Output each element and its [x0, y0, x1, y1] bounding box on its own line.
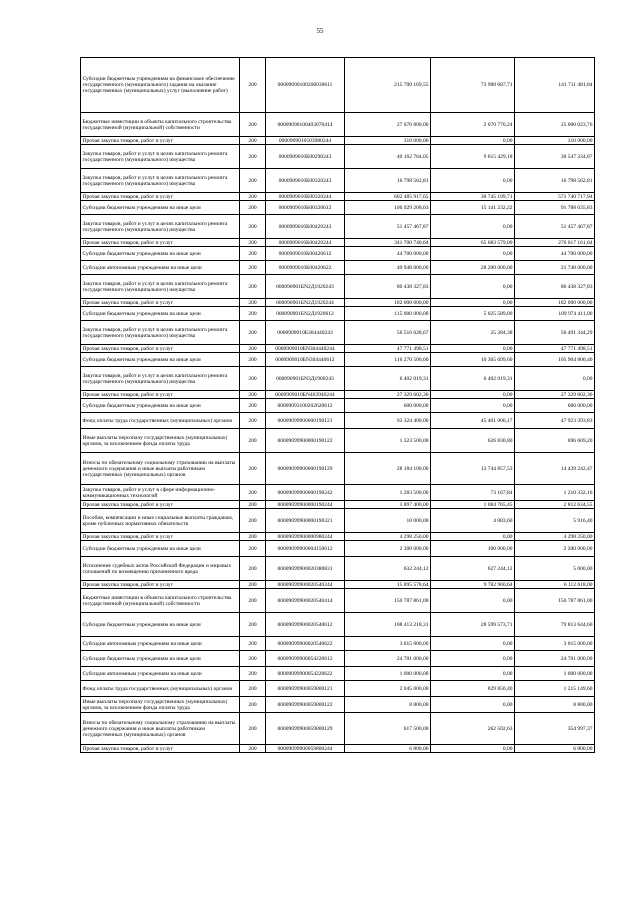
cell-remaining: 4 298 250,00 [515, 533, 595, 541]
cell-code: 0000909010Б304440243 [266, 321, 345, 345]
cell-remaining: 6 800,00 [515, 745, 595, 753]
cell-remaining: 354 997,37 [515, 713, 595, 745]
cell-name: Прочая закупка товаров, работ и услуг [81, 345, 240, 353]
cell-executed: 28 599 573,71 [431, 613, 515, 637]
cell-executed: 0,00 [431, 247, 515, 261]
table-row [81, 275, 595, 299]
cell-kvr: 200 [240, 453, 266, 485]
cell-executed: 627 244,12 [431, 557, 515, 581]
cell-code: 00009099900020540414 [266, 589, 345, 613]
cell-remaining: 310 000,00 [515, 137, 595, 145]
cell-code: 0000909010Б00320243 [266, 169, 345, 193]
cell-remaining: 141 711 481,84 [515, 58, 595, 113]
cell-remaining: 3 015 000,00 [515, 637, 595, 651]
cell-planned: 600 000,00 [345, 399, 431, 413]
cell-remaining: 21 748 000,00 [515, 261, 595, 275]
cell-remaining: 0,00 [515, 367, 595, 391]
cell-kvr: 200 [240, 137, 266, 145]
cell-remaining: 696 669,20 [515, 429, 595, 453]
cell-planned: 27 670 800,00 [345, 113, 431, 137]
cell-executed: 10 365 699,60 [431, 353, 515, 367]
cell-planned: 4 298 250,00 [345, 533, 431, 541]
cell-name: Субсидии бюджетным учреждениям на иные цели [81, 201, 240, 215]
cell-executed: 262 502,63 [431, 713, 515, 745]
cell-code: 0000909010БN403940244 [266, 391, 345, 399]
table-row [81, 399, 595, 413]
cell-executed: 9 615 429,18 [431, 145, 515, 169]
table-row [81, 321, 595, 345]
cell-code: 00009099900020540622 [266, 637, 345, 651]
cell-planned: 1 000 000,00 [345, 667, 431, 681]
cell-remaining: 47 771 498,51 [515, 345, 595, 353]
cell-code: 00009099900059800129 [266, 713, 345, 745]
cell-name: Взносы по обязательному социальному страхованию на выплаты денежного содержания и иные выплаты работникам государственных (муниципальных) органов [81, 453, 240, 485]
cell-name: Субсидии бюджетным учреждениям на финансовое обеспечение государственного (муниципального) задания на оказание государственных (муниципальных) услуг (выполнение работ) [81, 58, 240, 113]
cell-code: 00009099900000190122 [266, 429, 345, 453]
cell-executed: 6 402 019,31 [431, 367, 515, 391]
cell-name: Закупка товаров, работ и услуг в целях капитального ремонта государственного (муниципального) имущества [81, 215, 240, 239]
cell-executed: 0,00 [431, 533, 515, 541]
cell-executed: 626 830,80 [431, 429, 515, 453]
cell-code: 00009099900054220622 [266, 667, 345, 681]
cell-kvr: 200 [240, 321, 266, 345]
cell-name: Закупка товаров, работ и услуг в сфере информационно-коммуникационных технологий [81, 485, 240, 501]
cell-remaining: 150 787 861,00 [515, 589, 595, 613]
table-row [81, 193, 595, 201]
cell-planned: 310 000,00 [345, 137, 431, 145]
cell-planned: 10 000,00 [345, 509, 431, 533]
cell-remaining: 6 112 618,00 [515, 581, 595, 589]
cell-kvr: 200 [240, 391, 266, 399]
table-row [81, 589, 595, 613]
cell-name: Бюджетные инвестиции в объекты капитального строительства государственной (муниципальной) собственности [81, 113, 240, 137]
cell-kvr: 200 [240, 367, 266, 391]
cell-name: Взносы по обязательному социальному страхованию на выплаты денежного содержания и иные выплаты работникам государственных (муниципальных) органов [81, 713, 240, 745]
page-number: 55 [316, 27, 324, 35]
cell-kvr: 200 [240, 637, 266, 651]
cell-remaining: 24 701 000,00 [515, 651, 595, 667]
table-row [81, 533, 595, 541]
cell-kvr: 200 [240, 145, 266, 169]
table-row [81, 239, 595, 247]
cell-code: 00009099900059800121 [266, 681, 345, 697]
table-row [81, 58, 595, 113]
cell-kvr: 200 [240, 239, 266, 247]
cell-kvr: 200 [240, 215, 266, 239]
cell-planned: 1 323 500,00 [345, 429, 431, 453]
cell-remaining: 276 017 161,64 [515, 239, 595, 247]
table-row [81, 201, 595, 215]
cell-remaining: 182 000 000,00 [515, 299, 595, 307]
cell-executed: 5 025 589,00 [431, 307, 515, 321]
table-row [81, 429, 595, 453]
table-row [81, 557, 595, 581]
cell-kvr: 200 [240, 581, 266, 589]
cell-code: 0000909010БN304440612 [266, 353, 345, 367]
cell-executed: 4 083,60 [431, 509, 515, 533]
cell-remaining: 1 000 000,00 [515, 667, 595, 681]
table-body [81, 58, 595, 753]
table-row [81, 169, 595, 193]
table-row [81, 413, 595, 429]
cell-kvr: 200 [240, 58, 266, 113]
table-row [81, 651, 595, 667]
cell-executed: 0,00 [431, 169, 515, 193]
cell-kvr: 200 [240, 413, 266, 429]
cell-kvr: 200 [240, 509, 266, 533]
cell-name: Закупка товаров, работ и услуг в целях капитального ремонта государственного (муниципального) имущества [81, 275, 240, 299]
cell-planned: 56 516 628,67 [345, 321, 431, 345]
cell-name: Прочая закупка товаров, работ и услуг [81, 391, 240, 399]
cell-planned: 182 000 000,00 [345, 299, 431, 307]
cell-executed: 0,00 [431, 275, 515, 299]
cell-remaining: 109 974 411,00 [515, 307, 595, 321]
cell-planned: 116 270 500,00 [345, 353, 431, 367]
cell-name: Бюджетные инвестиции в объекты капитального строительства государственной (муниципальной) собственности [81, 589, 240, 613]
cell-name: Прочая закупка товаров, работ и услуг [81, 745, 240, 753]
cell-executed: 100 000,00 [431, 541, 515, 557]
cell-kvr: 200 [240, 399, 266, 413]
cell-kvr: 200 [240, 307, 266, 321]
cell-remaining: 56 491 344,29 [515, 321, 595, 345]
cell-code: 00009099900054220612 [266, 651, 345, 667]
cell-kvr: 200 [240, 261, 266, 275]
cell-name: Пособия, компенсации и иные социальные выплаты гражданам, кроме публичных нормативных обязательств [81, 509, 240, 533]
cell-executed: 73 167,84 [431, 485, 515, 501]
cell-kvr: 200 [240, 681, 266, 697]
cell-executed: 0,00 [431, 745, 515, 753]
cell-planned: 602 485 917,65 [345, 193, 431, 201]
cell-remaining: 2 812 634,55 [515, 501, 595, 509]
cell-planned: 3 897 400,00 [345, 501, 431, 509]
cell-kvr: 200 [240, 713, 266, 745]
cell-name: Субсидии бюджетным учреждениям на иные цели [81, 613, 240, 637]
table-row [81, 113, 595, 137]
cell-remaining: 5 000,00 [515, 557, 595, 581]
cell-code: 00009099900059800122 [266, 697, 345, 713]
cell-code: 000090901БN2Д1920612 [266, 307, 345, 321]
cell-code: 0000909010503980244 [266, 137, 345, 145]
cell-planned: 115 000 000,00 [345, 307, 431, 321]
table-row [81, 485, 595, 501]
cell-kvr: 200 [240, 557, 266, 581]
cell-code: 00009090100206030611 [266, 58, 345, 113]
cell-planned: 47 771 498,51 [345, 345, 431, 353]
cell-planned: 27 329 602,36 [345, 391, 431, 399]
cell-executed: 0,00 [431, 399, 515, 413]
cell-planned: 150 787 861,00 [345, 589, 431, 613]
table-row [81, 509, 595, 533]
cell-planned: 44 700 000,00 [345, 247, 431, 261]
table-row [81, 391, 595, 399]
cell-executed: 0,00 [431, 299, 515, 307]
cell-code: 0000909010Б00320244 [266, 193, 345, 201]
cell-planned: 28 184 100,00 [345, 453, 431, 485]
cell-executed: 0,00 [431, 345, 515, 353]
cell-name: Субсидии бюджетным учреждениям на иные цели [81, 307, 240, 321]
cell-code: 00009099900000190321 [266, 509, 345, 533]
cell-code: 0000909010Б00420244 [266, 239, 345, 247]
cell-name: Субсидии бюджетным учреждениям на иные цели [81, 399, 240, 413]
cell-planned: 49 948 000,00 [345, 261, 431, 275]
cell-name: Субсидии бюджетным учреждениям на иные цели [81, 353, 240, 367]
cell-remaining: 1 210 332,16 [515, 485, 595, 501]
cell-executed: 0,00 [431, 137, 515, 145]
cell-code: 00009099900004150612 [266, 541, 345, 557]
table-row [81, 697, 595, 713]
cell-name: Субсидии автономным учреждениям на иные цели [81, 637, 240, 651]
cell-planned: 16 798 562,81 [345, 169, 431, 193]
table-row [81, 137, 595, 145]
cell-name: Прочая закупка товаров, работ и услуг [81, 581, 240, 589]
cell-name: Прочая закупка товаров, работ и услуг [81, 193, 240, 201]
cell-remaining: 105 904 800,40 [515, 353, 595, 367]
cell-name: Фонд оплаты труда государственных (муниципальных) органов [81, 413, 240, 429]
table-row [81, 613, 595, 637]
cell-executed: 25 284,38 [431, 321, 515, 345]
cell-code: 00009099900000190129 [266, 453, 345, 485]
cell-name: Фонд оплаты труда государственных (муниципальных) органов [81, 681, 240, 697]
budget-expenditure-table [80, 57, 595, 753]
cell-name: Прочая закупка товаров, работ и услуг [81, 299, 240, 307]
cell-planned: 93 324 400,00 [345, 413, 431, 429]
cell-code: 00009090100403070414 [266, 113, 345, 137]
cell-planned: 40 162 764,05 [345, 145, 431, 169]
cell-executed: 28 200 000,00 [431, 261, 515, 275]
table-row [81, 453, 595, 485]
cell-name: Прочая закупка товаров, работ и услуг [81, 501, 240, 509]
cell-kvr: 200 [240, 169, 266, 193]
cell-kvr: 200 [240, 589, 266, 613]
table-row [81, 501, 595, 509]
cell-executed: 45 401 006,17 [431, 413, 515, 429]
cell-planned: 2 300 000,00 [345, 541, 431, 557]
cell-code: 00009099900020540244 [266, 581, 345, 589]
cell-name: Прочая закупка товаров, работ и услуг [81, 137, 240, 145]
cell-kvr: 200 [240, 247, 266, 261]
cell-executed: 9 782 960,64 [431, 581, 515, 589]
cell-code: 00009099900000980244 [266, 533, 345, 541]
cell-executed: 0,00 [431, 651, 515, 667]
cell-kvr: 200 [240, 345, 266, 353]
cell-code: 00009093100202620612 [266, 399, 345, 413]
cell-remaining: 2 200 000,00 [515, 541, 595, 557]
cell-executed: 0,00 [431, 391, 515, 399]
cell-planned: 6 800,00 [345, 745, 431, 753]
cell-planned: 51 457 467,87 [345, 215, 431, 239]
cell-kvr: 200 [240, 193, 266, 201]
cell-remaining: 5 916,40 [515, 509, 595, 533]
cell-planned: 3 015 000,00 [345, 637, 431, 651]
cell-remaining: 30 547 334,87 [515, 145, 595, 169]
cell-executed: 0,00 [431, 637, 515, 651]
cell-code: 0000909010Б00420622 [266, 261, 345, 275]
cell-remaining: 79 813 644,60 [515, 613, 595, 637]
cell-planned: 215 700 169,55 [345, 58, 431, 113]
cell-code: 000090901БN2Д1920243 [266, 275, 345, 299]
cell-executed: 0,00 [431, 215, 515, 239]
cell-kvr: 200 [240, 667, 266, 681]
cell-planned: 632 244,12 [345, 557, 431, 581]
cell-code: 000090901БN3Д1900243 [266, 367, 345, 391]
cell-code: 0000909010Б00420612 [266, 247, 345, 261]
table-row [81, 353, 595, 367]
cell-name: Исполнение судебных актов Российской Федерации и мировых соглашений по возмещению причиненного вреда [81, 557, 240, 581]
cell-remaining: 80 438 327,83 [515, 275, 595, 299]
table-row [81, 299, 595, 307]
cell-planned: 108 413 218,31 [345, 613, 431, 637]
table-row [81, 713, 595, 745]
cell-code: 0000909010Б00320612 [266, 201, 345, 215]
cell-planned: 2 045 000,00 [345, 681, 431, 697]
cell-name: Субсидии бюджетным учреждениям на иные цели [81, 247, 240, 261]
cell-kvr: 200 [240, 533, 266, 541]
table-row [81, 367, 595, 391]
cell-executed: 0,00 [431, 697, 515, 713]
cell-remaining: 16 798 562,81 [515, 169, 595, 193]
cell-remaining: 571 740 717,94 [515, 193, 595, 201]
cell-kvr: 200 [240, 429, 266, 453]
cell-code: 00009099900000190242 [266, 485, 345, 501]
cell-remaining: 91 788 035,83 [515, 201, 595, 215]
cell-kvr: 200 [240, 485, 266, 501]
table-row [81, 667, 595, 681]
cell-code: 0000909010Б00290243 [266, 145, 345, 169]
cell-executed: 15 141 232,22 [431, 201, 515, 215]
table-row [81, 745, 595, 753]
table-row [81, 247, 595, 261]
cell-name: Закупка товаров, работ и услуг в целях капитального ремонта государственного (муниципального) имущества [81, 321, 240, 345]
cell-name: Субсидии бюджетным учреждениям на иные цели [81, 541, 240, 557]
cell-executed: 1 084 765,45 [431, 501, 515, 509]
cell-remaining: 44 700 000,00 [515, 247, 595, 261]
cell-remaining: 8 800,00 [515, 697, 595, 713]
cell-kvr: 200 [240, 745, 266, 753]
cell-planned: 106 929 268,03 [345, 201, 431, 215]
cell-executed: 73 988 687,71 [431, 58, 515, 113]
table-row [81, 581, 595, 589]
cell-executed: 30 745 199,71 [431, 193, 515, 201]
table-row [81, 261, 595, 275]
cell-planned: 8 800,00 [345, 697, 431, 713]
cell-remaining: 51 457 467,87 [515, 215, 595, 239]
cell-code: 000090901БN2Д1920244 [266, 299, 345, 307]
cell-name: Иные выплаты персоналу государственных (муниципальных) органов, за исключением фонда оплаты труда [81, 429, 240, 453]
cell-kvr: 200 [240, 275, 266, 299]
cell-kvr: 200 [240, 113, 266, 137]
cell-planned: 15 895 578,64 [345, 581, 431, 589]
cell-planned: 617 500,00 [345, 713, 431, 745]
cell-name: Иные выплаты персоналу государственных (муниципальных) органов, за исключением фонда оплаты труда [81, 697, 240, 713]
cell-kvr: 200 [240, 697, 266, 713]
cell-code: 00009099900000190244 [266, 501, 345, 509]
cell-code: 00009099900020540612 [266, 613, 345, 637]
cell-name: Закупка товаров, работ и услуг в целях капитального ремонта государственного (муниципального) имущества [81, 367, 240, 391]
cell-planned: 341 700 740,64 [345, 239, 431, 247]
cell-planned: 24 701 000,00 [345, 651, 431, 667]
cell-name: Закупка товаров, работ и услуг в целях капитального ремонта государственного (муниципального) имущества [81, 145, 240, 169]
cell-code: 00009099900020380831 [266, 557, 345, 581]
cell-kvr: 200 [240, 299, 266, 307]
table-row [81, 541, 595, 557]
cell-executed: 0,00 [431, 589, 515, 613]
cell-kvr: 200 [240, 201, 266, 215]
cell-name: Субсидии автономным учреждениям на иные цели [81, 261, 240, 275]
cell-name: Субсидии автономным учреждениям на иные цели [81, 667, 240, 681]
table-row [81, 345, 595, 353]
cell-planned: 80 438 327,83 [345, 275, 431, 299]
cell-code: 00009099900000190121 [266, 413, 345, 429]
cell-planned: 6 402 019,31 [345, 367, 431, 391]
cell-remaining: 600 000,00 [515, 399, 595, 413]
cell-kvr: 200 [240, 353, 266, 367]
table-row [81, 637, 595, 651]
cell-name: Прочая закупка товаров, работ и услуг [81, 239, 240, 247]
cell-remaining: 14 439 242,47 [515, 453, 595, 485]
cell-executed: 13 744 857,53 [431, 453, 515, 485]
cell-planned: 1 283 500,00 [345, 485, 431, 501]
cell-executed: 0,00 [431, 667, 515, 681]
cell-remaining: 25 000 023,76 [515, 113, 595, 137]
cell-code: 0000909010Б00420243 [266, 215, 345, 239]
table-row [81, 681, 595, 697]
cell-remaining: 47 923 393,83 [515, 413, 595, 429]
cell-remaining: 1 215 149,60 [515, 681, 595, 697]
cell-name: Субсидии бюджетным учреждениям на иные цели [81, 651, 240, 667]
cell-name: Закупка товаров, работ и услуг в целях капитального ремонта государственного (муниципального) имущества [81, 169, 240, 193]
cell-executed: 65 683 579,00 [431, 239, 515, 247]
cell-name: Прочая закупка товаров, работ и услуг [81, 533, 240, 541]
cell-code: 0000909010БN304440244 [266, 345, 345, 353]
table-row [81, 215, 595, 239]
table-row [81, 145, 595, 169]
cell-remaining: 27 329 602,36 [515, 391, 595, 399]
cell-executed: 829 850,40 [431, 681, 515, 697]
table-row [81, 307, 595, 321]
cell-executed: 2 670 776,24 [431, 113, 515, 137]
cell-kvr: 200 [240, 651, 266, 667]
cell-kvr: 200 [240, 501, 266, 509]
cell-kvr: 200 [240, 541, 266, 557]
cell-code: 00009099900059800244 [266, 745, 345, 753]
cell-kvr: 200 [240, 613, 266, 637]
